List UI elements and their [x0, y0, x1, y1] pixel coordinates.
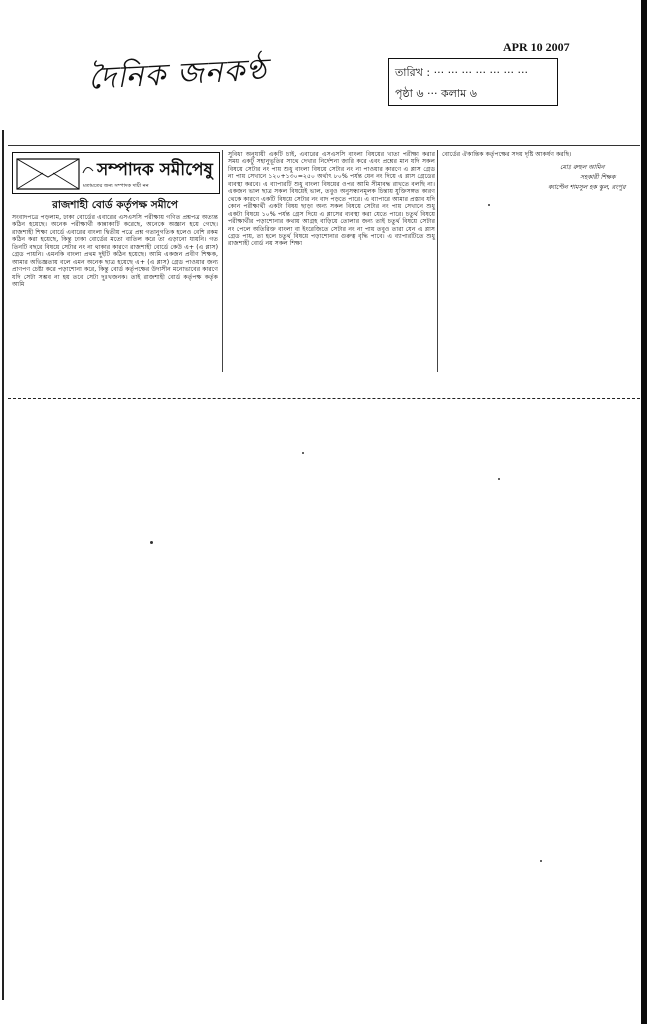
- signature-place: ক্যাপ্টেন শামসুল হক স্কুল, রংপুর: [548, 184, 626, 191]
- signature-title: সহকারী শিক্ষক: [580, 174, 616, 181]
- column-divider: [222, 150, 223, 372]
- scan-speck: [540, 860, 542, 862]
- scan-speck: [150, 541, 153, 544]
- page-value: ৬: [416, 87, 424, 100]
- section-logo-subtitle: মতামতের জন্য সম্পাদক দায়ী নন: [83, 183, 149, 189]
- column-value: ৬: [469, 87, 477, 100]
- date-row: [395, 64, 528, 83]
- date-stamp: APR 10 2007: [503, 40, 570, 54]
- page-column-row: [395, 85, 477, 104]
- article-column-2: সুবিধা অনুযায়ী একটি চাই, এবারের এসএসসি বাংলা বিষয়ের খাতা পরীক্ষা করার সময় একটু সহানুভূতির সাথে দেখার নির্দেশনা জারি করে এবং প্রশ্নের মান যদি সকল বিষয়ে সেটার নং পায় শুধু বাংলা বিষয়ে সেটার নং না পাওয়ার কারণে এ প্লাস গ্রেড না পায় সেখানে ১২০+১৩০=২৫০ অর্থাৎ ৮০% পর্যন্ত যেন নং দিয়ে এ প্লাস গ্রেডের ব্যবস্থা করবে। এ ব্যাপারটি শুধু বাংলা বিষয়ের ওপর আমি সীমাবদ্ধ রাখতে বলছি না। একজন ভাল ছাত্র সকল বিষয়েই ভাল, তবুও অনুসন্ধানমূলক চিন্তায় যুক্তিসঙ্গত কারণ থেকে কারণে একটি বিষয়ে সেটার নং বাদ পড়তে পারে। এ ব্যাপারে আমার প্রস্তাব যদি কোন পরীক্ষার্থী একটা বিষয় ছাড়া অন্য সকল বিষয়ে সেটার নং পায় সেখানে শুধু একটা বিষয়ে ১০% পর্যন্ত গ্রেস দিয়ে এ প্লাসের ব্যবস্থা করা যেতে পারে। চতুর্থ বিষয়ে পরীক্ষার্থীর পড়াশোনার কথায় আগ্রহ বাড়িয়ে তোলার জন্য তাই চতুর্থ বিষয়ে সেটার নং পেলে অতিরিক্ত বাংলা বা ইংরেজিতে সেটার নং না পায় তবুও তারা যেন এ প্লাস গ্রেড পায়, তা হলে চতুর্থ বিষয়ে পড়াশোনার গুরুত্ব বৃদ্ধি পাবে। এ ব্যাপারটিতে শুধু রাজশাহী বোর্ড নয় সকল শিক্ষা: [228, 151, 435, 248]
- clipping-date-box: [388, 58, 558, 106]
- clipping-bottom-rule: [8, 398, 640, 399]
- article-column-1: সংবাদপত্রে পড়লাম, ঢাকা বোর্ডের এবারের এসএসসি পরীক্ষায় গণিত প্রশ্নপত্র অত্যন্ত কঠিন হয়েছে। অনেক পরীক্ষার্থী কান্নাকাটি করেছে, অনেকে অজ্ঞান হয়ে গেছে। রাজশাহী শিক্ষা বোর্ডে এবারের বাংলা দ্বিতীয় পত্রে প্রশ্ন গতানুগতিক হলেও বেশি রকম কঠিন করা হয়েছে, কিন্তু ঢাকা বোর্ডের মতো বাতিল করে তা এড়ানো যায়নি। গত তিনটি বছরে বিষয়ে সেটার নং না থাকার কারণে রাজশাহী বোর্ডে কেউ এ+ (এ প্লাস) গ্রেড পায়নি। এমনকি বাংলা প্রথম দুইটি কঠিন হয়েছে। আমি একজন প্রবীণ শিক্ষক, আমার অভিজ্ঞতায় বলে এমন অনেক ছাত্র হয়েছে এ+ (এ প্লাস) গ্রেড পাওয়ার জন্য প্রাণপণ চেষ্টা করে পড়াশোনা করে, কিন্তু বোর্ড কর্তৃপক্ষের উদাসীন মনোভাবের কারণে যদি সেটা সম্ভব না হয় তবে সেটা দুঃখজনক। তাই রাজশাহী বোর্ড কর্তৃপক্ষ কর্তৃক আমি: [12, 214, 218, 289]
- scan-speck: [488, 204, 490, 206]
- article-column-3: বোর্ডের ঐকান্তিক কর্তৃপক্ষের সদয় দৃষ্টি আকর্ষণ করছি।: [442, 151, 572, 158]
- column-divider: [437, 150, 438, 372]
- date-dots: : ··· ··· ··· ··· ··· ··· ···: [426, 66, 528, 79]
- date-label: তারিখ: [395, 66, 423, 79]
- newspaper-masthead: দৈনিক জনকণ্ঠ: [87, 52, 269, 97]
- section-logo-title: সম্পাদক সমীপেষু: [97, 160, 213, 180]
- signature-name: মোঃ রুহুল আমিন: [560, 164, 605, 171]
- dot-leader: ···: [426, 87, 441, 100]
- clipping-top-rule: [8, 145, 640, 146]
- column-label: কলাম: [440, 87, 467, 100]
- page-label: পৃষ্ঠা: [395, 87, 413, 100]
- section-logo: [12, 152, 220, 194]
- scan-left-edge: [2, 130, 4, 1000]
- scan-speck: [498, 478, 500, 480]
- article-headline: রাজশাহী বোর্ড কর্তৃপক্ষ সমীপে: [52, 199, 178, 211]
- scan-speck: [302, 452, 304, 454]
